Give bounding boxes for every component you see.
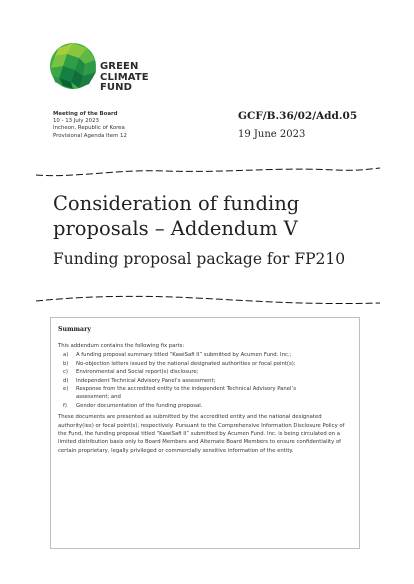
list-item-label: e) (63, 386, 69, 393)
list-item-label: b) (63, 360, 69, 367)
list-item (58, 351, 352, 359)
meeting-title: Meeting of the Board (53, 111, 118, 117)
globe-icon (49, 42, 97, 90)
list-item (58, 377, 352, 385)
meeting-location: Incheon, Republic of Korea (53, 125, 125, 132)
list-item (58, 360, 352, 368)
meeting-info (53, 111, 127, 140)
list-item (58, 368, 352, 376)
list-item-label: c) (63, 369, 68, 376)
list-item (58, 385, 352, 402)
list-item-text: Independent Technical Advisory Panel’s assessment; (76, 377, 216, 384)
list-item-label: f) (63, 402, 67, 409)
list-item-text: No-objection letters issued by the national designated authorities or focal point(s); (76, 360, 296, 367)
list-item-text: Gender documentation of the funding proposal. (76, 402, 203, 409)
document-title: Consideration of funding proposals – Addendum V (53, 192, 300, 240)
document-subtitle: Funding proposal package for FP210 (53, 250, 346, 268)
gcf-logo (49, 38, 149, 94)
list-item-text: A funding proposal summary titled “KawiSafi II” submitted by Acumen Fund. Inc.; (76, 352, 292, 359)
logo-line-fund: FUND (100, 82, 133, 93)
agenda-item: Provisional Agenda Item 12 (53, 132, 127, 139)
document-date: 19 June 2023 (238, 129, 306, 140)
logo-wordmark (100, 62, 149, 94)
logo-line-green: GREEN (100, 61, 139, 72)
summary-heading: Summary (58, 326, 91, 333)
list-item-text: Environmental and Social report(s) disclosure; (76, 369, 199, 376)
document-reference (238, 110, 357, 140)
list-item-label: d) (63, 377, 69, 384)
top-wave-divider (36, 165, 380, 181)
list-item-label: a) (63, 352, 69, 359)
summary-closing: These documents are presented as submitted by the accredited entity and the national designated authority(ies) or focal point(s), respectively. Pursuant to the Comprehensive Information Disclosure Policy of the Fund, the funding proposal titled “KawiSafi II” submitted by Acumen Fund. Inc. is being circulated on a limited distribution basis only to Board Members and Alternate Board Members to ensure confidentiality of certain proprietary, legally privileged or commercially sensitive information of the entity. (58, 414, 345, 454)
document-id: GCF/B.36/02/Add.05 (238, 110, 358, 122)
meeting-dates: 10 - 13 July 2023 (53, 118, 99, 125)
bottom-wave-divider (36, 292, 380, 308)
logo-line-climate: CLIMATE (100, 71, 149, 83)
list-item-text: Response from the accredited entity to the independent Technical Advisory Panel’s assessment; and (76, 386, 296, 401)
list-item (58, 402, 352, 410)
summary-box (50, 317, 360, 549)
parts-list (58, 351, 352, 410)
summary-intro: This addendum contains the following fix parts: (58, 343, 185, 349)
